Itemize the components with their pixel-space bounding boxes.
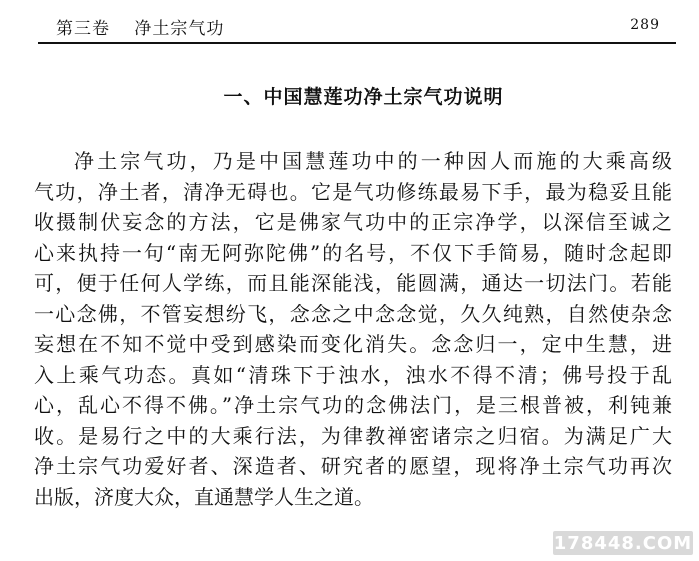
page-number: 289 [630,17,660,33]
paragraph-line: 出版，济度大众，直通慧学人生之道。 [34,484,374,509]
paragraph-line: 一心念佛，不管妄想纷飞，念念之中念念觉，久久纯熟，自然使杂念 [34,301,672,326]
paragraph-line: 收。是易行之中的大乘行法，为律教禅密诸宗之归宿。为满足广大 [34,423,672,448]
header-left [56,14,242,39]
site-watermark: 178448.COM [553,532,693,554]
body-paragraph [34,146,672,512]
paragraph-line: 净土宗气功，乃是中国慧莲功中的一种因人而施的大乘高级 [74,149,672,173]
paragraph-line: 收摄制伏妄念的方法，它是佛家气功中的正宗净学，以深信至诚之 [34,210,672,234]
section-title: 一、中国慧莲功净土宗气功说明 [223,86,504,108]
paragraph-line: 妄想在不知不觉中受到感染而变化消失。念念归一，定中生慧，进 [34,332,672,356]
chapter-label: 净土宗气功 [134,19,225,39]
running-header [38,8,676,44]
paragraph-line: 气功，净土者，清净无碍也。它是气功修练最易下手，最为稳妥且能 [34,179,672,204]
paragraph-line: 净土宗气功爱好者、深造者、研究者的愿望，现将净土宗气功再次 [34,454,672,478]
paragraph-line: 心来执持一句“南无阿弥陀佛”的名号，不仅下手简易，随时念起即 [34,240,672,265]
paragraph-line: 心，乱心不得不佛。”净土宗气功的念佛法门，是三根普被，利钝兼 [34,393,672,417]
volume-label: 第三卷 [56,19,110,39]
paragraph-line: 可，便于任何人学练，而且能深能浅，能圆满，通达一切法门。若能 [34,271,672,295]
paragraph-line: 入上乘气功态。真如“清珠下于浊水，浊水不得不清；佛号投于乱 [34,362,672,387]
